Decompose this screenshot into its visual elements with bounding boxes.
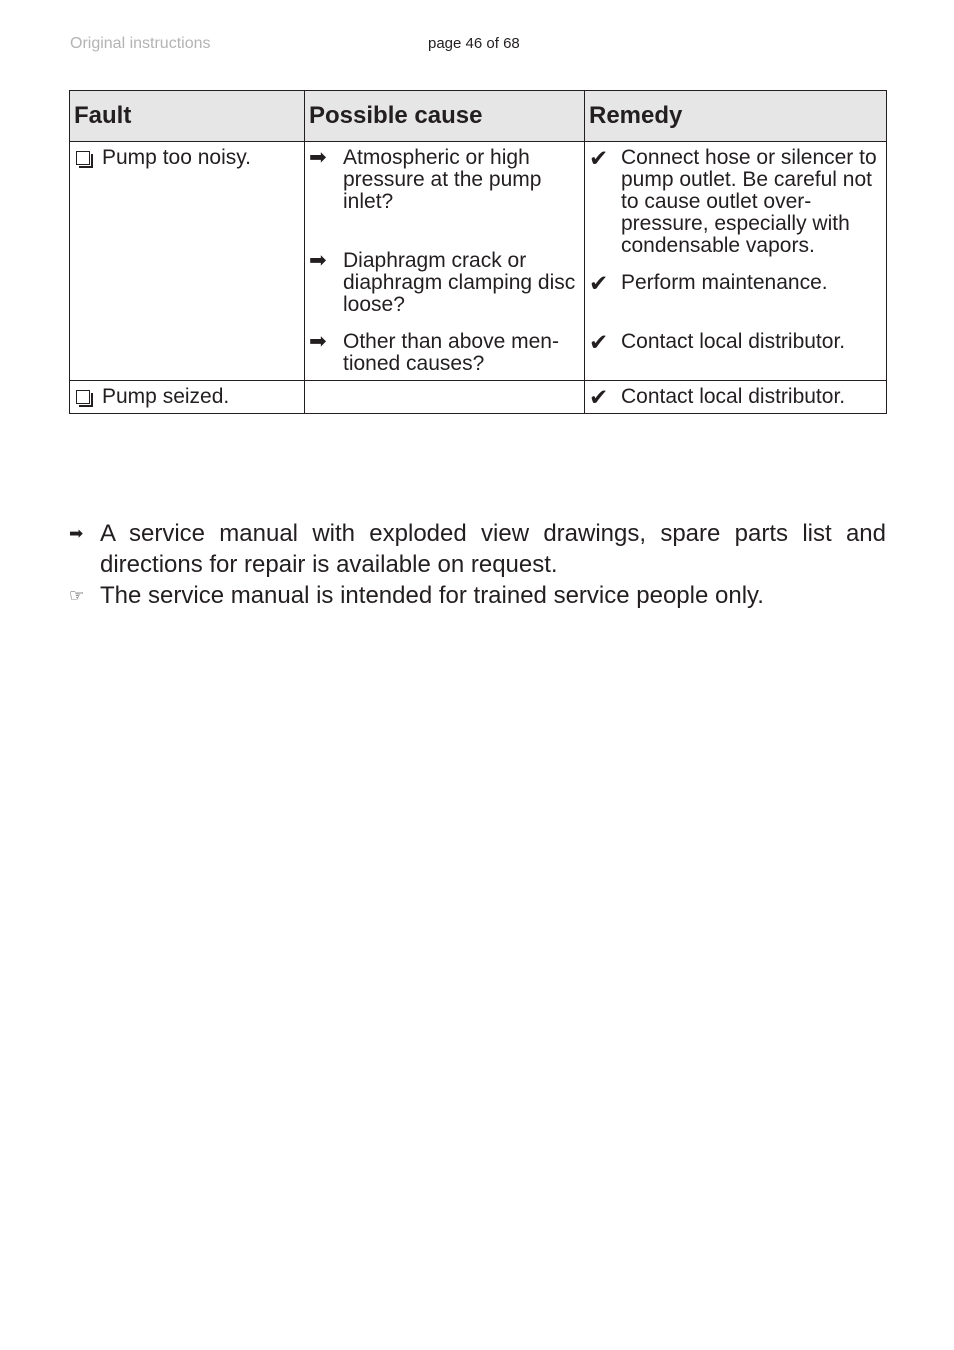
remedy-cell <box>585 142 887 381</box>
fault-cell <box>70 381 305 414</box>
remedy-cell <box>585 381 887 414</box>
table-header-row <box>70 91 887 142</box>
page-number: page 46 of 68 <box>428 35 520 52</box>
checkbox-icon <box>76 390 90 404</box>
check-icon: ✔ <box>589 270 609 296</box>
cause-text: Atmospheric or high pressure at the pump inlet? <box>343 146 542 213</box>
column-header-possible-cause: Possible cause <box>305 91 585 142</box>
cause-cell <box>305 142 585 381</box>
right-arrow-icon: ➡ <box>69 524 84 543</box>
remedy-text: Contact local distributor. <box>621 330 846 353</box>
header-document-type: Original instructions <box>70 35 211 52</box>
column-header-fault: Fault <box>70 91 305 142</box>
check-icon: ✔ <box>589 329 609 355</box>
troubleshooting-table <box>69 90 887 414</box>
service-manual-note <box>69 518 886 580</box>
pointing-hand-icon: ☞ <box>69 586 85 605</box>
remedy-text: Contact local distributor. <box>621 385 846 408</box>
check-icon: ✔ <box>589 145 609 171</box>
note-text: The service manual is intended for trained service people only. <box>100 582 764 609</box>
remedy-text: Connect hose or silencer to pump outlet. Be careful not to cause outlet over-pressure, especially with condensable vapors. <box>621 146 877 257</box>
check-icon: ✔ <box>589 384 609 410</box>
checkbox-icon <box>76 151 90 165</box>
table-row <box>70 381 887 414</box>
right-arrow-icon: ➡ <box>309 249 327 272</box>
fault-text: Pump too noisy. <box>102 146 252 169</box>
remedy-text: Perform maintenance. <box>621 271 828 294</box>
column-header-remedy: Remedy <box>585 91 887 142</box>
table-row <box>70 142 887 381</box>
right-arrow-icon: ➡ <box>309 146 327 169</box>
fault-cell <box>70 142 305 381</box>
right-arrow-icon: ➡ <box>309 330 327 353</box>
cause-text: Other than above men-tioned causes? <box>343 330 559 375</box>
fault-text: Pump seized. <box>102 385 230 408</box>
cause-text: Diaphragm crack or diaphragm clamping disc loose? <box>343 249 576 316</box>
note-text: A service manual with exploded view drawings, spare parts list and directions for repair is available on request. <box>100 520 886 578</box>
trained-personnel-note <box>69 580 886 611</box>
cause-cell <box>305 381 585 414</box>
